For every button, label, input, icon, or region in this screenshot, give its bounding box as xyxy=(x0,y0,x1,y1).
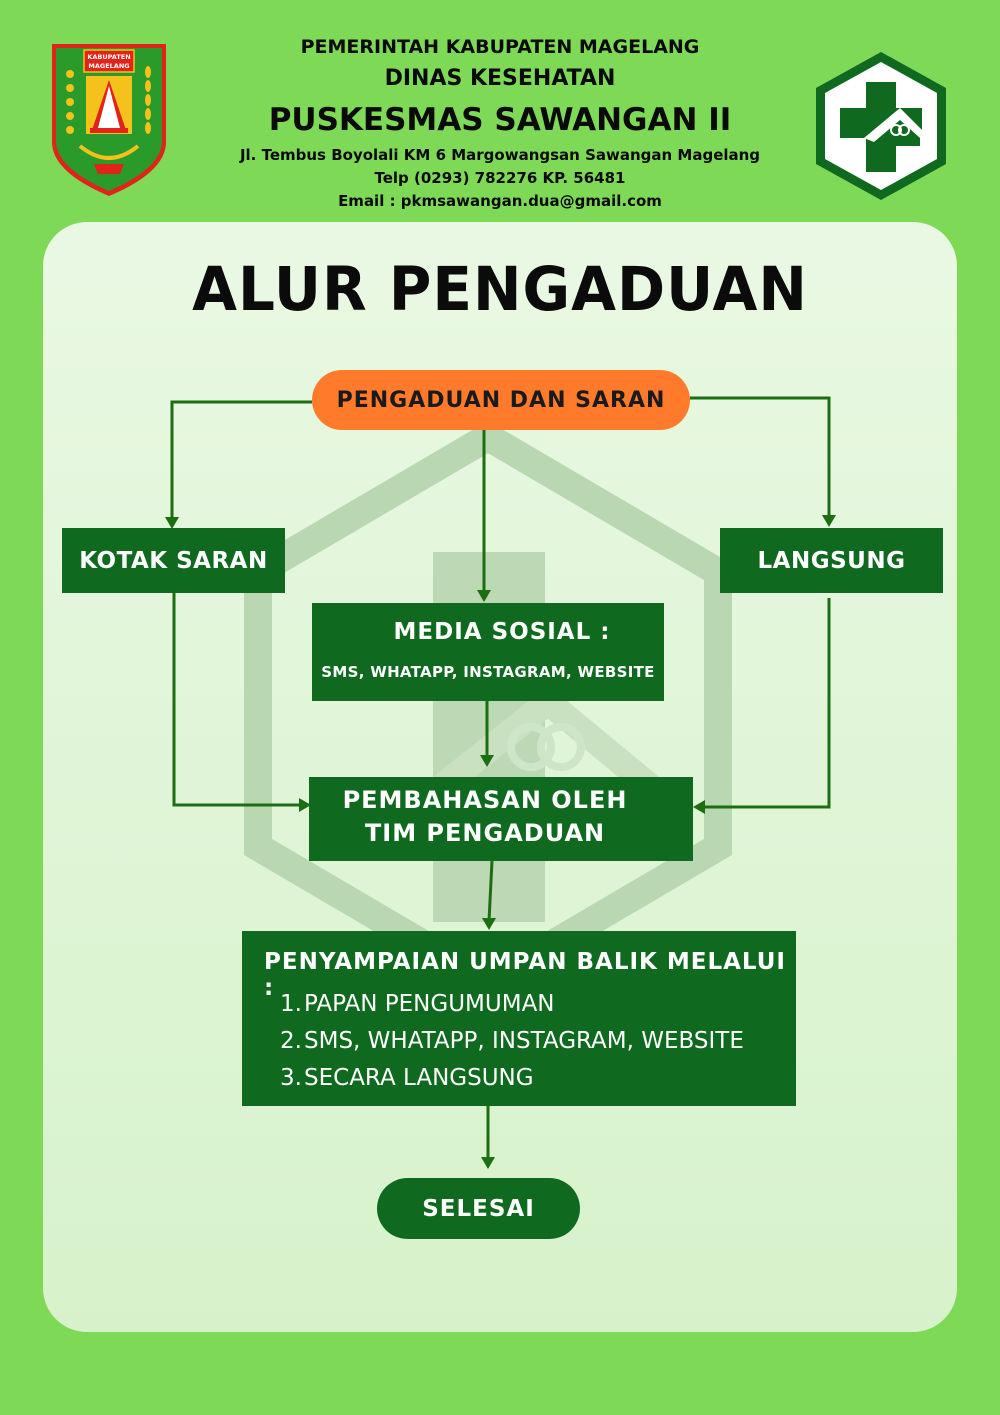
arrow-langsung-to-bahas xyxy=(693,800,705,814)
feedback-list xyxy=(280,991,744,1102)
arrow-to-media xyxy=(477,590,491,602)
header-department: DINAS KESEHATAN xyxy=(384,66,616,91)
pembahasan-node xyxy=(309,777,693,861)
header-address: Jl. Tembus Boyolali KM 6 Margowangsan Sawangan Magelang xyxy=(239,146,761,164)
header-government: PEMERINTAH KABUPATEN MAGELANG xyxy=(300,36,700,58)
arrow-to-end xyxy=(481,1157,495,1169)
media-sosial-title: MEDIA SOSIAL : xyxy=(393,619,611,645)
feedback-node xyxy=(242,931,796,1106)
media-sosial-detail: SMS, WHATAPP, INSTAGRAM, WEBSITE xyxy=(321,663,655,681)
crest-line1: KABUPATEN xyxy=(87,53,131,61)
feedback-item-num: 1. xyxy=(280,991,302,1017)
arrow-to-feedback xyxy=(482,918,496,930)
header-phone: Telp (0293) 782276 KP. 56481 xyxy=(374,169,626,187)
arrow-media-to-bahas xyxy=(480,755,494,767)
feedback-item xyxy=(280,1028,744,1065)
feedback-item-text: SMS, WHATAPP, INSTAGRAM, WEBSITE xyxy=(304,1028,744,1054)
pembahasan-line2: TIM PENGADUAN xyxy=(364,819,606,847)
feedback-title: PENYAMPAIAN UMPAN BALIK MELALUI : xyxy=(264,949,786,1001)
media-sosial-node xyxy=(312,603,664,701)
pembahasan-line1: PEMBAHASAN OLEH xyxy=(342,786,628,814)
crest-line2: MAGELANG xyxy=(88,62,130,70)
start-node: PENGADUAN DAN SARAN xyxy=(312,370,690,430)
header-puskesmas: PUSKESMAS SAWANGAN II xyxy=(268,102,732,138)
feedback-item-num: 2. xyxy=(280,1028,302,1054)
feedback-item xyxy=(280,1065,744,1102)
page-title: ALUR PENGADUAN xyxy=(192,253,808,325)
kotak-saran-node: KOTAK SARAN xyxy=(62,528,285,593)
header-email: Email : pkmsawangan.dua@gmail.com xyxy=(338,192,662,210)
langsung-node: LANGSUNG xyxy=(720,528,943,593)
feedback-item-text: SECARA LANGSUNG xyxy=(304,1065,534,1091)
arrow-to-langsung xyxy=(822,515,836,527)
end-node: SELESAI xyxy=(377,1178,580,1239)
feedback-item-num: 3. xyxy=(280,1065,302,1091)
feedback-item xyxy=(280,991,744,1028)
feedback-item-text: PAPAN PENGUMUMAN xyxy=(304,991,555,1017)
